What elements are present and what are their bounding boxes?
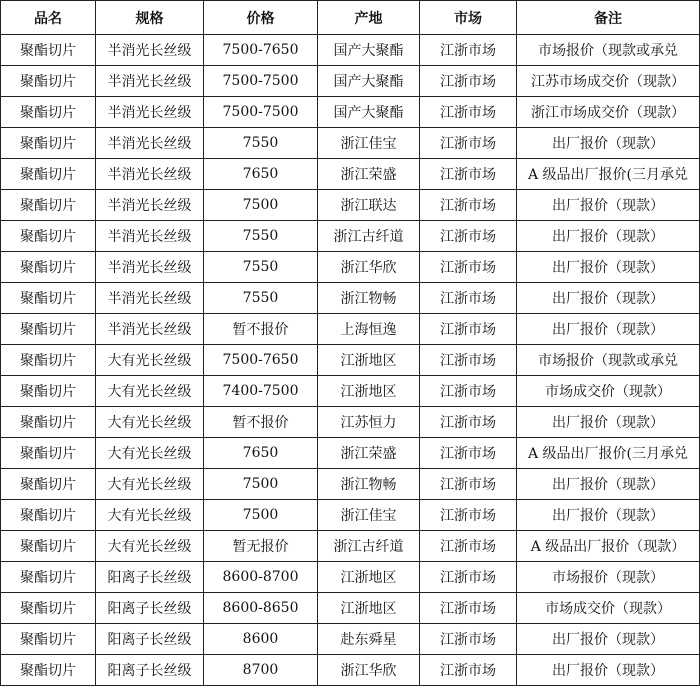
cell-origin: 浙江物畅 — [318, 469, 420, 500]
cell-remarks: 出厂报价（现款） — [517, 221, 700, 252]
cell-origin: 国产大聚酯 — [318, 35, 420, 66]
table-row — [1, 128, 700, 159]
cell-origin: 江浙地区 — [318, 562, 420, 593]
cell-remarks: 市场成交价（现款） — [517, 376, 700, 407]
table-row — [1, 438, 700, 469]
cell-product-name: 聚酯切片 — [1, 376, 96, 407]
cell-market: 江浙市场 — [420, 97, 517, 128]
cell-remarks: A 级品出厂报价(三月承兑 — [517, 159, 700, 190]
cell-remarks: 出厂报价（现款） — [517, 283, 700, 314]
cell-spec: 半消光长丝级 — [96, 159, 204, 190]
cell-price: 7500 — [204, 469, 318, 500]
cell-product-name: 聚酯切片 — [1, 252, 96, 283]
cell-product-name: 聚酯切片 — [1, 655, 96, 686]
cell-price: 7500-7650 — [204, 35, 318, 66]
table-row — [1, 593, 700, 624]
cell-price: 7550 — [204, 252, 318, 283]
cell-origin: 浙江荣盛 — [318, 159, 420, 190]
cell-product-name: 聚酯切片 — [1, 469, 96, 500]
table-row — [1, 221, 700, 252]
table-row — [1, 252, 700, 283]
cell-remarks: 出厂报价（现款） — [517, 500, 700, 531]
table-row — [1, 531, 700, 562]
cell-remarks: 出厂报价（现款） — [517, 469, 700, 500]
cell-market: 江浙市场 — [420, 221, 517, 252]
header-row — [1, 1, 700, 35]
cell-spec: 大有光长丝级 — [96, 345, 204, 376]
cell-market: 江浙市场 — [420, 624, 517, 655]
cell-origin: 江浙地区 — [318, 593, 420, 624]
cell-spec: 半消光长丝级 — [96, 66, 204, 97]
cell-price: 7650 — [204, 438, 318, 469]
cell-origin: 国产大聚酯 — [318, 66, 420, 97]
cell-price: 7650 — [204, 159, 318, 190]
cell-market: 江浙市场 — [420, 283, 517, 314]
cell-spec: 半消光长丝级 — [96, 252, 204, 283]
cell-origin: 江苏恒力 — [318, 407, 420, 438]
table-row — [1, 500, 700, 531]
cell-price: 8600-8700 — [204, 562, 318, 593]
cell-spec: 半消光长丝级 — [96, 35, 204, 66]
cell-product-name: 聚酯切片 — [1, 407, 96, 438]
cell-origin: 江浙地区 — [318, 345, 420, 376]
cell-remarks: 市场成交价（现款） — [517, 593, 700, 624]
cell-price: 8600 — [204, 624, 318, 655]
cell-remarks: 江苏市场成交价（现款） — [517, 66, 700, 97]
cell-market: 江浙市场 — [420, 35, 517, 66]
cell-spec: 大有光长丝级 — [96, 438, 204, 469]
cell-spec: 大有光长丝级 — [96, 376, 204, 407]
cell-price: 暂不报价 — [204, 407, 318, 438]
cell-spec: 大有光长丝级 — [96, 500, 204, 531]
header-price: 价格 — [204, 1, 318, 35]
cell-product-name: 聚酯切片 — [1, 562, 96, 593]
cell-market: 江浙市场 — [420, 500, 517, 531]
cell-price: 7500-7500 — [204, 97, 318, 128]
cell-spec: 大有光长丝级 — [96, 407, 204, 438]
cell-price: 7550 — [204, 128, 318, 159]
cell-price: 暂不报价 — [204, 314, 318, 345]
cell-origin: 浙江物畅 — [318, 283, 420, 314]
cell-spec: 阳离子长丝级 — [96, 562, 204, 593]
cell-price: 7550 — [204, 283, 318, 314]
cell-market: 江浙市场 — [420, 593, 517, 624]
table-row — [1, 190, 700, 221]
cell-remarks: 出厂报价（现款） — [517, 314, 700, 345]
cell-market: 江浙市场 — [420, 407, 517, 438]
table-body — [1, 35, 700, 686]
cell-remarks: 浙江市场成交价（现款） — [517, 97, 700, 128]
cell-price: 8600-8650 — [204, 593, 318, 624]
cell-spec: 阳离子长丝级 — [96, 624, 204, 655]
cell-remarks: 出厂报价（现款） — [517, 624, 700, 655]
table-row — [1, 66, 700, 97]
cell-market: 江浙市场 — [420, 252, 517, 283]
cell-market: 江浙市场 — [420, 128, 517, 159]
table-row — [1, 345, 700, 376]
cell-product-name: 聚酯切片 — [1, 221, 96, 252]
cell-product-name: 聚酯切片 — [1, 624, 96, 655]
cell-origin: 浙江华欣 — [318, 252, 420, 283]
cell-market: 江浙市场 — [420, 159, 517, 190]
cell-market: 江浙市场 — [420, 655, 517, 686]
cell-price: 8700 — [204, 655, 318, 686]
cell-remarks: 市场报价（现款或承兑 — [517, 345, 700, 376]
cell-spec: 半消光长丝级 — [96, 283, 204, 314]
cell-price: 7550 — [204, 221, 318, 252]
cell-product-name: 聚酯切片 — [1, 345, 96, 376]
cell-spec: 半消光长丝级 — [96, 314, 204, 345]
header-remarks: 备注 — [517, 1, 700, 35]
cell-origin: 浙江古纤道 — [318, 531, 420, 562]
cell-market: 江浙市场 — [420, 314, 517, 345]
cell-remarks: A 级品出厂报价(三月承兑 — [517, 438, 700, 469]
cell-origin: 浙江华欣 — [318, 655, 420, 686]
cell-remarks: 出厂报价（现款） — [517, 407, 700, 438]
cell-price: 暂无报价 — [204, 531, 318, 562]
table-row — [1, 283, 700, 314]
cell-spec: 阳离子长丝级 — [96, 593, 204, 624]
cell-market: 江浙市场 — [420, 562, 517, 593]
cell-origin: 浙江佳宝 — [318, 128, 420, 159]
cell-product-name: 聚酯切片 — [1, 97, 96, 128]
table-row — [1, 469, 700, 500]
cell-product-name: 聚酯切片 — [1, 593, 96, 624]
cell-spec: 半消光长丝级 — [96, 97, 204, 128]
table-row — [1, 624, 700, 655]
cell-remarks: 出厂报价（现款） — [517, 252, 700, 283]
cell-origin: 国产大聚酯 — [318, 97, 420, 128]
table-row — [1, 314, 700, 345]
header-market: 市场 — [420, 1, 517, 35]
cell-price: 7500 — [204, 500, 318, 531]
cell-origin: 浙江荣盛 — [318, 438, 420, 469]
cell-price: 7500-7500 — [204, 66, 318, 97]
header-spec: 规格 — [96, 1, 204, 35]
cell-spec: 半消光长丝级 — [96, 221, 204, 252]
cell-spec: 半消光长丝级 — [96, 190, 204, 221]
cell-market: 江浙市场 — [420, 531, 517, 562]
cell-remarks: 出厂报价（现款） — [517, 128, 700, 159]
cell-market: 江浙市场 — [420, 66, 517, 97]
cell-origin: 浙江联达 — [318, 190, 420, 221]
cell-market: 江浙市场 — [420, 190, 517, 221]
cell-product-name: 聚酯切片 — [1, 500, 96, 531]
header-product-name: 品名 — [1, 1, 96, 35]
cell-market: 江浙市场 — [420, 469, 517, 500]
cell-market: 江浙市场 — [420, 376, 517, 407]
table-row — [1, 97, 700, 128]
cell-remarks: 市场报价（现款或承兑 — [517, 35, 700, 66]
cell-spec: 半消光长丝级 — [96, 128, 204, 159]
cell-origin: 上海恒逸 — [318, 314, 420, 345]
cell-remarks: 出厂报价（现款） — [517, 190, 700, 221]
cell-origin: 浙江佳宝 — [318, 500, 420, 531]
header-origin: 产地 — [318, 1, 420, 35]
cell-market: 江浙市场 — [420, 345, 517, 376]
cell-price: 7500-7650 — [204, 345, 318, 376]
cell-origin: 赴东舜星 — [318, 624, 420, 655]
cell-product-name: 聚酯切片 — [1, 531, 96, 562]
table-row — [1, 35, 700, 66]
cell-origin: 江浙地区 — [318, 376, 420, 407]
table-row — [1, 655, 700, 686]
cell-spec: 大有光长丝级 — [96, 531, 204, 562]
cell-product-name: 聚酯切片 — [1, 190, 96, 221]
cell-product-name: 聚酯切片 — [1, 314, 96, 345]
cell-market: 江浙市场 — [420, 438, 517, 469]
cell-remarks: 市场报价（现款） — [517, 562, 700, 593]
cell-spec: 大有光长丝级 — [96, 469, 204, 500]
cell-spec: 阳离子长丝级 — [96, 655, 204, 686]
cell-price: 7400-7500 — [204, 376, 318, 407]
table-row — [1, 159, 700, 190]
cell-product-name: 聚酯切片 — [1, 66, 96, 97]
cell-price: 7500 — [204, 190, 318, 221]
table-row — [1, 562, 700, 593]
cell-remarks: 出厂报价（现款） — [517, 655, 700, 686]
cell-remarks: A 级品出厂报价（现款） — [517, 531, 700, 562]
cell-product-name: 聚酯切片 — [1, 159, 96, 190]
cell-product-name: 聚酯切片 — [1, 35, 96, 66]
cell-product-name: 聚酯切片 — [1, 128, 96, 159]
table-row — [1, 376, 700, 407]
cell-product-name: 聚酯切片 — [1, 283, 96, 314]
cell-origin: 浙江古纤道 — [318, 221, 420, 252]
table-row — [1, 407, 700, 438]
cell-product-name: 聚酯切片 — [1, 438, 96, 469]
